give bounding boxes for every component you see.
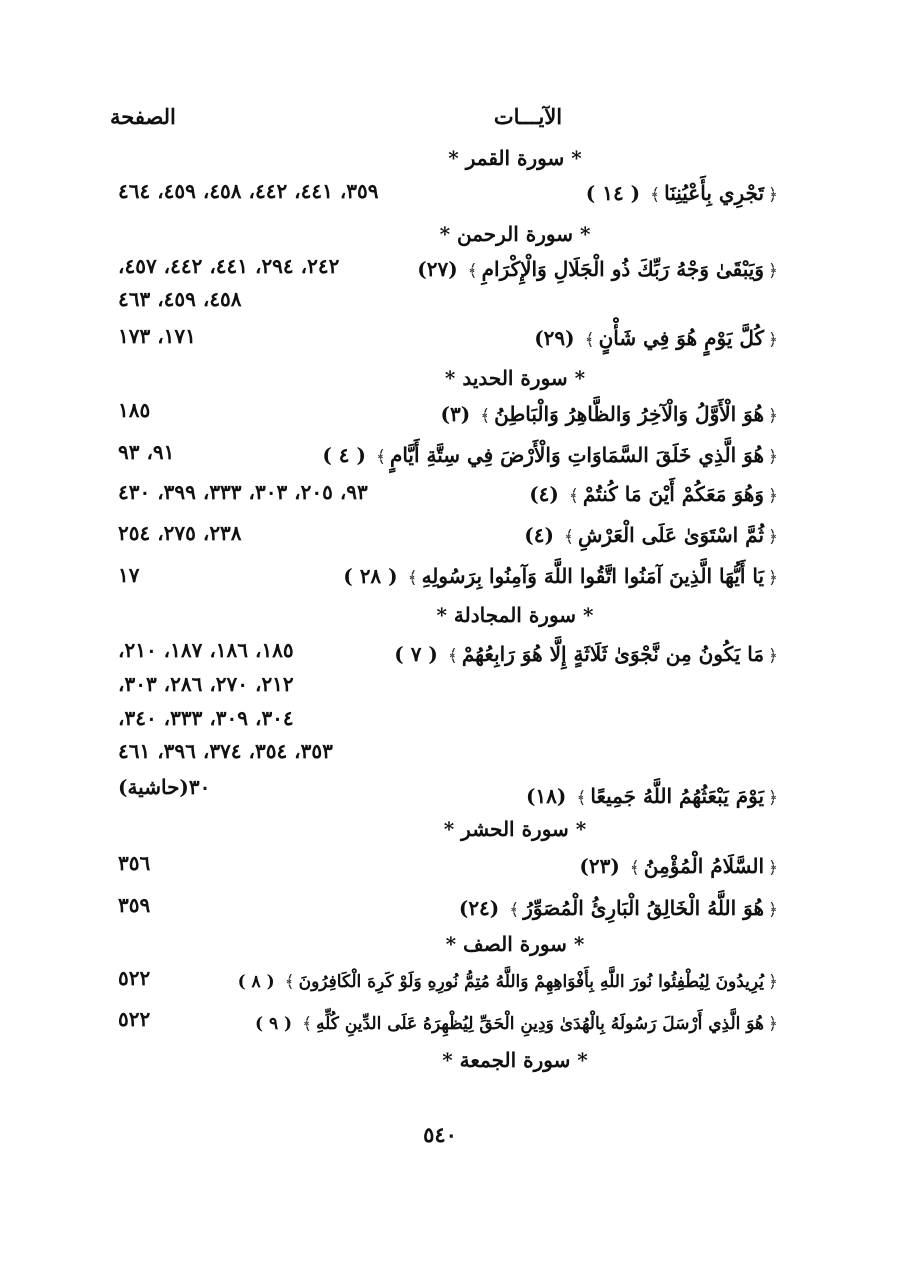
verse-entry: ﴿وَهُوَ مَعَكُمْ أَيْنَ مَا كُنتُمْ﴾(٤) xyxy=(529,482,778,506)
verse-number: (٣) xyxy=(440,402,471,426)
verse-text: السَّلَامُ الْمُؤْمِنُ xyxy=(643,854,765,878)
page-refs: ٣٠(حاشية) xyxy=(118,775,211,799)
page-refs: ١٧١، ١٧٣ xyxy=(118,324,196,348)
page-refs: ٩١، ٩٣ xyxy=(118,440,175,464)
verse-number: (٢٣) xyxy=(579,854,620,878)
verse-entry: ﴿يَا أَيُّهَا الَّذِينَ آمَنُوا اتَّقُوا اللَّهَ وَآمِنُوا بِرَسُولِهِ﴾( ٢٨ ) xyxy=(343,564,778,588)
surah-heading: * سورة الحديد * xyxy=(444,366,586,390)
page-refs: ١٨٥ xyxy=(118,398,151,422)
verse-entry: ﴿كُلَّ يَوْمٍ هُوَ فِي شَأْنٍ﴾(٢٩) xyxy=(534,326,778,350)
verse-number: ( ٩ ) xyxy=(255,1014,293,1034)
surah-heading: * سورة الرحمن * xyxy=(439,222,591,246)
verse-text: هُوَ الْأَوَّلُ وَالْآخِرُ وَالظَّاهِرُ وَالْبَاطِنُ xyxy=(494,402,765,426)
verse-number: (١٨) xyxy=(525,784,567,808)
verses-column-header: الآيـــات xyxy=(493,104,563,129)
verse-text: يَوْمَ يَبْعَثُهُمُ اللَّهُ جَمِيعًا xyxy=(590,784,765,808)
verse-entry: ﴿يُرِيدُونَ لِيُطْفِئُوا نُورَ اللَّهِ بِأَفْوَاهِهِمْ وَاللَّهُ مُتِمُّ نُورِهِ وَلَوْ كَرِهَ الْكَافِرُونَ﴾( ٨ ) xyxy=(237,972,778,992)
verse-entry: ﴿وَيَبْقَىٰ وَجْهُ رَبِّكَ ذُو الْجَلَالِ وَالْإِكْرَامِ﴾(٢٧) xyxy=(417,257,778,281)
page-refs: ٤٥٨، ٤٥٩، ٤٦٣ xyxy=(118,287,242,311)
page-number: ٥٤٠ xyxy=(423,1122,457,1147)
verse-number: (٢٧) xyxy=(417,257,458,281)
page-refs: ٣٥٣، ٣٥٤، ٣٧٤، ٣٩٦، ٤٦١ xyxy=(118,739,333,763)
verse-number: (٢٤) xyxy=(458,896,500,920)
verse-entry: ﴿تَجْرِي بِأَعْيُنِنَا﴾( ١٤ ) xyxy=(585,181,778,205)
verse-number: (٤) xyxy=(529,482,559,506)
page-refs: ٣٥٩ xyxy=(118,893,151,917)
verse-number: (٤) xyxy=(524,523,554,547)
verse-entry: ﴿مَا يَكُونُ مِن نَّجْوَىٰ ثَلَاثَةٍ إِلَّا هُوَ رَابِعُهُمْ﴾( ٧ ) xyxy=(394,642,778,666)
page-refs: ١٧ xyxy=(118,563,140,587)
verse-number: (٢٩) xyxy=(534,326,575,350)
verse-text: ثُمَّ اسْتَوَىٰ عَلَى الْعَرْشِ xyxy=(577,523,765,547)
verse-entry: ﴿هُوَ الْأَوَّلُ وَالْآخِرُ وَالظَّاهِرُ وَالْبَاطِنُ﴾(٣) xyxy=(440,402,778,426)
verse-text: وَهُوَ مَعَكُمْ أَيْنَ مَا كُنتُمْ xyxy=(582,482,765,506)
verse-text: وَيَبْقَىٰ وَجْهُ رَبِّكَ ذُو الْجَلَالِ وَالْإِكْرَامِ xyxy=(481,257,765,281)
page-refs: ٣٠٤، ٣٠٩، ٣٣٣، ٣٤٠، xyxy=(118,706,294,730)
verse-number: ( ٢٨ ) xyxy=(343,564,398,588)
verse-entry: ﴿ثُمَّ اسْتَوَىٰ عَلَى الْعَرْشِ﴾(٤) xyxy=(524,523,778,547)
verse-entry: ﴿هُوَ اللَّهُ الْخَالِقُ الْبَارِئُ الْمُصَوِّرُ﴾(٢٤) xyxy=(458,896,778,920)
verse-entry: ﴿هُوَ الَّذِي خَلَقَ السَّمَاوَاتِ وَالْأَرْضَ فِي سِتَّةِ أَيَّامٍ﴾( ٤ ) xyxy=(322,443,778,467)
verse-text: يُرِيدُونَ لِيُطْفِئُوا نُورَ اللَّهِ بِأَفْوَاهِهِمْ وَاللَّهُ مُتِمُّ نُورِهِ وَلَوْ كَرِهَ الْكَافِرُونَ xyxy=(298,972,765,992)
page-refs: ٢١٢، ٢٧٠، ٢٨٦، ٣٠٣، xyxy=(118,672,294,696)
verse-entry: ﴿السَّلَامُ الْمُؤْمِنُ﴾(٢٣) xyxy=(579,854,778,878)
verse-text: هُوَ الَّذِي خَلَقَ السَّمَاوَاتِ وَالْأَرْضَ فِي سِتَّةِ أَيَّامٍ xyxy=(389,443,765,467)
verse-text: هُوَ اللَّهُ الْخَالِقُ الْبَارِئُ الْمُصَوِّرُ xyxy=(523,896,765,920)
surah-heading: * سورة القمر * xyxy=(448,146,582,170)
page-refs: ٥٢٢ xyxy=(118,1007,151,1031)
page-refs: ٥٢٢ xyxy=(118,966,151,990)
page-column-header: الصفحة xyxy=(110,104,176,129)
verse-number: ( ٨ ) xyxy=(237,972,275,992)
verse-text: مَا يَكُونُ مِن نَّجْوَىٰ ثَلَاثَةٍ إِلَّا هُوَ رَابِعُهُمْ xyxy=(461,642,765,666)
page-refs: ٢٣٨، ٢٧٥، ٢٥٤ xyxy=(118,521,242,545)
verse-text: هُوَ الَّذِي أَرْسَلَ رَسُولَهُ بِالْهُدَىٰ وَدِينِ الْحَقِّ لِيُظْهِرَهُ عَلَى الدِّينِ كُلِّهِ xyxy=(316,1014,765,1034)
page-refs: ١٨٥، ١٨٦، ١٨٧، ٢١٠، xyxy=(118,638,294,662)
verse-text: تَجْرِي بِأَعْيُنِنَا xyxy=(664,181,765,205)
page-refs: ٩٣، ٢٠٥، ٣٠٣، ٣٣٣، ٣٩٩، ٤٣٠ xyxy=(118,480,368,504)
verse-text: كُلَّ يَوْمٍ هُوَ فِي شَأْنٍ xyxy=(598,326,765,350)
surah-heading: * سورة الجمعة * xyxy=(442,1048,588,1072)
verse-number: ( ٤ ) xyxy=(322,443,366,467)
page-refs: ٣٥٩، ٤٤١، ٤٤٢، ٤٥٨، ٤٥٩، ٤٦٤ xyxy=(118,179,379,203)
page-refs: ٢٤٢، ٢٩٤، ٤٤١، ٤٤٢، ٤٥٧، xyxy=(118,254,340,278)
verse-text: يَا أَيُّهَا الَّذِينَ آمَنُوا اتَّقُوا اللَّهَ وَآمِنُوا بِرَسُولِهِ xyxy=(421,564,765,588)
verse-number: ( ٧ ) xyxy=(394,642,438,666)
surah-heading: * سورة الحشر * xyxy=(443,817,587,841)
verse-entry: ﴿يَوْمَ يَبْعَثُهُمُ اللَّهُ جَمِيعًا﴾(١٨) xyxy=(525,784,778,808)
verse-entry: ﴿هُوَ الَّذِي أَرْسَلَ رَسُولَهُ بِالْهُدَىٰ وَدِينِ الْحَقِّ لِيُظْهِرَهُ عَلَى الدِّينِ كُلِّهِ﴾( ٩ ) xyxy=(255,1014,778,1034)
surah-heading: * سورة الصف * xyxy=(445,932,585,956)
verse-number: ( ١٤ ) xyxy=(585,181,641,205)
surah-heading: * سورة المجادلة * xyxy=(436,603,594,627)
page-refs: ٣٥٦ xyxy=(118,851,151,875)
